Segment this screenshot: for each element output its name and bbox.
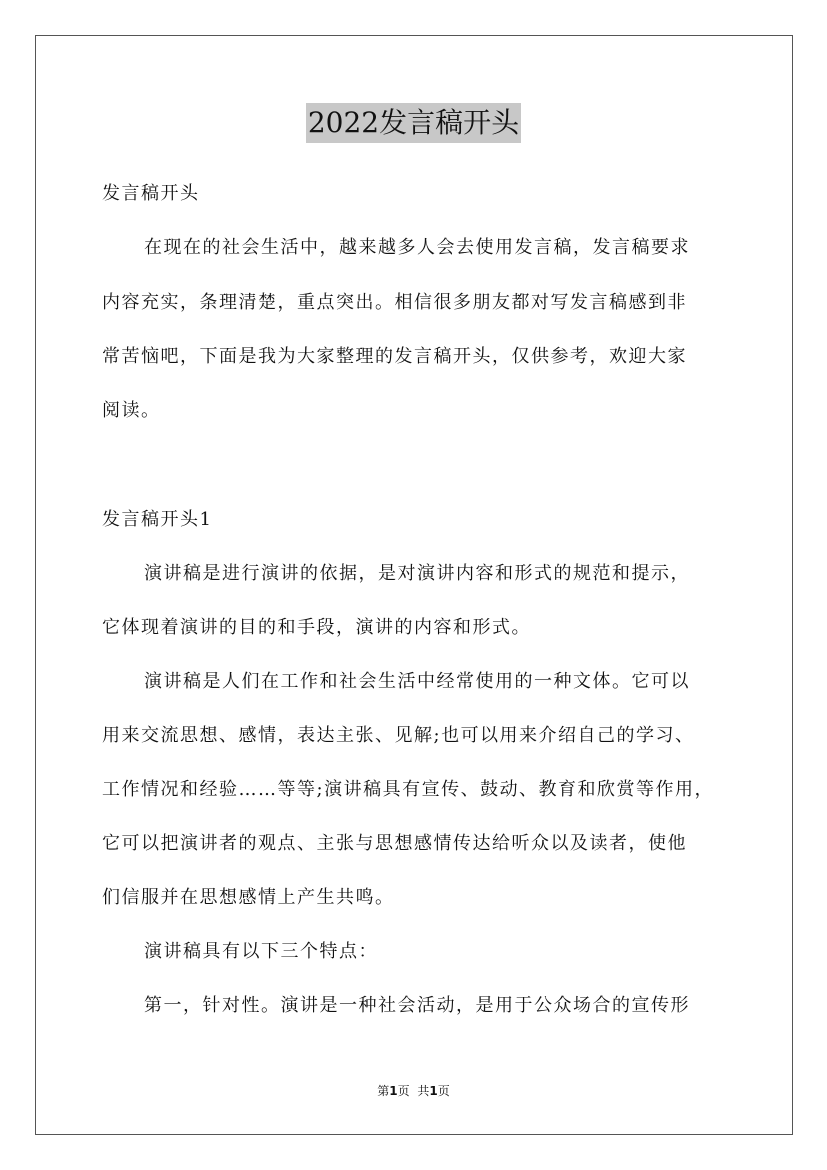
para3-line: 演讲稿具有以下三个特点： <box>144 941 378 962</box>
intro-line-1: 在现在的社会生活中，越来越多人会去使用发言稿，发言稿要求 <box>144 237 690 258</box>
intro-line-3: 常苦恼吧，下面是我为大家整理的发言稿开头，仅供参考，欢迎大家 <box>102 346 687 367</box>
para2-line-4: 它可以把演讲者的观点、主张与思想感情传达给听众以及读者，使他 <box>102 833 687 854</box>
document-title-text: 2022发言稿开头 <box>306 103 521 143</box>
footer-page-unit: 页 <box>397 1084 410 1098</box>
footer-total-prefix: 共 <box>417 1084 430 1098</box>
para1-line-1: 演讲稿是进行演讲的依据，是对演讲内容和形式的规范和提示， <box>144 563 690 584</box>
intro-line-2: 内容充实，条理清楚，重点突出。相信很多朋友都对写发言稿感到非 <box>102 292 687 313</box>
footer-prefix: 第 <box>377 1084 390 1098</box>
para2-line-1: 演讲稿是人们在工作和社会生活中经常使用的一种文体。它可以 <box>144 671 690 692</box>
para1-line-2: 它体现着演讲的目的和手段，演讲的内容和形式。 <box>102 617 531 638</box>
intro-line-4: 阅读。 <box>102 400 161 421</box>
para2-line-5: 们信服并在思想感情上产生共鸣。 <box>102 887 395 908</box>
para2-line-3: 工作情况和经验……等等;演讲稿具有宣传、鼓动、教育和欣赏等作用， <box>102 779 715 800</box>
footer-page-number: 1 <box>389 1084 398 1098</box>
footer-total-pages: 1 <box>429 1084 438 1098</box>
para2-line-2: 用来交流思想、感情，表达主张、见解;也可以用来介绍自己的学习、 <box>102 725 695 746</box>
page-footer <box>0 1083 827 1099</box>
document-title <box>0 102 827 143</box>
footer-total-unit: 页 <box>437 1084 450 1098</box>
subsection-heading: 发言稿开头1 <box>102 509 213 530</box>
para4-line: 第一，针对性。演讲是一种社会活动，是用于公众场合的宣传形 <box>144 995 690 1016</box>
section-heading: 发言稿开头 <box>102 183 200 204</box>
